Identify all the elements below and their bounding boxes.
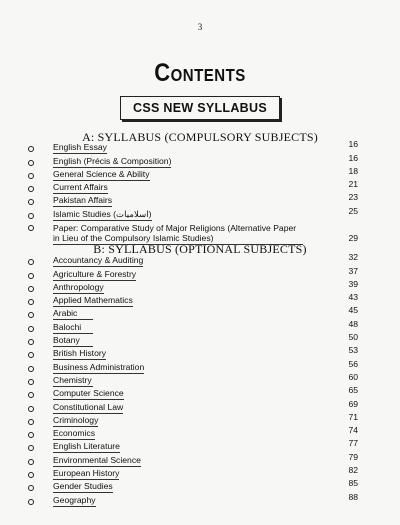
bullet-icon <box>28 213 34 219</box>
section-b-heading: B: SYLLABUS (OPTIONAL SUBJECTS) <box>93 242 307 256</box>
toc-entry-page: 16 <box>348 152 358 163</box>
toc-entry-label: Pakistan Affairs <box>53 195 113 206</box>
bullet-icon <box>28 485 34 491</box>
toc-entry-page: 43 <box>348 292 358 303</box>
toc-entry-label: English (Précis & Composition) <box>53 155 172 166</box>
toc-entry-page: 16 <box>348 139 358 150</box>
toc-entry <box>28 154 358 167</box>
toc-entry <box>28 320 358 333</box>
toc-entry-label: Current Affairs <box>53 182 108 193</box>
bullet-icon <box>28 419 34 425</box>
toc-entry <box>28 400 358 413</box>
toc-entry <box>28 267 358 280</box>
bullet-icon <box>28 352 34 358</box>
toc-entry-label: Environmental Science <box>53 454 141 465</box>
page-number: 3 <box>197 22 203 32</box>
toc-entry <box>28 207 358 220</box>
bullet-icon <box>28 326 34 332</box>
toc-entry-label: Gender Studies <box>53 481 113 492</box>
toc-entry-page: 77 <box>348 438 358 449</box>
toc-entry-label: Anthropology <box>53 281 104 292</box>
bullet-icon <box>28 199 34 205</box>
toc-entry-page: 23 <box>348 192 358 203</box>
toc-entry-label: Computer Science <box>53 388 124 399</box>
bullet-icon <box>28 459 34 465</box>
bullet-icon <box>28 225 34 231</box>
bullet-icon <box>28 186 34 192</box>
toc-entry-label: Islamic Studies (اسلامیات) <box>53 208 152 219</box>
toc-entry <box>28 294 358 307</box>
toc-entry-label: Economics <box>53 428 96 439</box>
bullet-icon <box>28 160 34 166</box>
bullet-icon <box>28 392 34 398</box>
toc-entry-page: 74 <box>348 425 358 436</box>
bullet-icon <box>28 286 34 292</box>
toc-entry <box>28 334 358 347</box>
toc-entry-page: 69 <box>348 398 358 409</box>
toc-entry <box>28 427 358 440</box>
bullet-icon <box>28 445 34 451</box>
page-title: Contents <box>154 58 246 87</box>
toc-entry-page: 71 <box>348 411 358 422</box>
toc-entry-page: 65 <box>348 385 358 396</box>
toc-entry <box>28 480 358 493</box>
toc-entry-label: Balochi <box>53 322 93 334</box>
toc-entry-label: British History <box>53 348 107 359</box>
bullet-icon <box>28 299 34 305</box>
toc-entry-label: Applied Mathematics <box>53 295 133 306</box>
toc-entry <box>28 141 358 154</box>
toc-entry-page: 56 <box>348 358 358 369</box>
bullet-icon <box>28 146 34 152</box>
bullet-icon <box>28 312 34 318</box>
toc-entry <box>28 254 358 267</box>
toc-entry-label: Paper: Comparative Study of Major Religions (Alternative Paper in Lieu of the Compulsory Islamic Studies) <box>53 223 303 245</box>
toc-entry-page: 21 <box>348 179 358 190</box>
toc-entry-label: Botany <box>53 335 93 347</box>
toc-entry-label: General Science & Ability <box>53 168 150 179</box>
bullet-icon <box>28 432 34 438</box>
bullet-icon <box>28 173 34 179</box>
bullet-icon <box>28 366 34 372</box>
toc-entry <box>28 387 358 400</box>
bullet-icon <box>28 273 34 279</box>
toc-entry-page: 50 <box>348 332 358 343</box>
toc-entry-page: 39 <box>348 278 358 289</box>
toc-entry-page: 45 <box>348 305 358 316</box>
toc-entry <box>28 278 358 294</box>
toc-entry-label: Business Administration <box>53 361 145 372</box>
toc-entry <box>28 371 358 387</box>
section-a-heading: A: SYLLABUS (COMPULSORY SUBJECTS) <box>82 130 318 144</box>
toc-entry-label: Agriculture & Forestry <box>53 268 137 279</box>
toc-entry-page: 37 <box>348 265 358 276</box>
toc-entry-label: European History <box>53 468 120 479</box>
bullet-icon <box>28 499 34 505</box>
bullet-icon <box>28 259 34 265</box>
toc-entry <box>28 194 358 207</box>
toc-entry <box>28 181 358 194</box>
bullet-icon <box>28 406 34 412</box>
toc-entry <box>28 165 358 181</box>
toc-entry-page: 85 <box>348 478 358 489</box>
toc-entry-page: 48 <box>348 318 358 329</box>
toc-entry-page: 25 <box>348 205 358 216</box>
compulsory-subjects-list <box>28 141 358 245</box>
toc-entry <box>28 307 358 320</box>
toc-entry <box>28 493 358 506</box>
toc-entry-label: Chemistry <box>53 374 92 385</box>
toc-entry-page: 60 <box>348 371 358 382</box>
toc-entry-label: Constitutional Law <box>53 401 124 412</box>
toc-entry-page: 53 <box>348 345 358 356</box>
toc-entry-page: 18 <box>348 165 358 176</box>
syllabus-badge: CSS NEW SYLLABUS <box>120 96 280 120</box>
bullet-icon <box>28 379 34 385</box>
toc-entry-page: 79 <box>348 451 358 462</box>
toc-entry <box>28 440 358 453</box>
toc-entry-label: Geography <box>53 494 96 505</box>
toc-entry-label: Arabic <box>53 308 93 320</box>
toc-entry <box>28 347 358 360</box>
toc-entry-page: 29 <box>348 232 358 243</box>
toc-entry-label: English Essay <box>53 142 107 153</box>
optional-subjects-list <box>28 254 358 507</box>
toc-entry-label: Accountancy & Auditing <box>53 255 144 266</box>
toc-entry <box>28 360 358 373</box>
toc-entry-page: 32 <box>348 252 358 263</box>
toc-entry <box>28 453 358 466</box>
toc-entry <box>28 467 358 480</box>
toc-entry <box>28 411 358 427</box>
bullet-icon <box>28 472 34 478</box>
toc-entry-page: 82 <box>348 465 358 476</box>
bullet-icon <box>28 339 34 345</box>
toc-entry-label: English Literature <box>53 441 120 452</box>
toc-entry-label: Criminology <box>53 414 99 425</box>
toc-entry-page: 88 <box>348 491 358 502</box>
